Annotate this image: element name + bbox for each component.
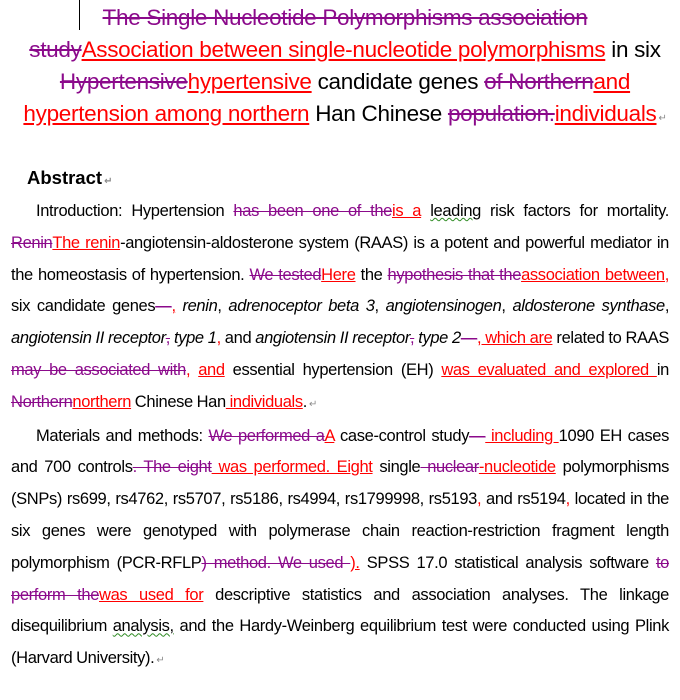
inserted-text: A [324,426,335,445]
italic-text: angiotensinogen [385,297,502,316]
text-run: single [372,458,421,477]
inserted-text: , [216,329,221,348]
text-run: Chinese Han [131,392,226,411]
text-run: , [374,297,386,316]
text-run: case-control study [334,426,470,445]
deleted-text: Northern [11,392,73,411]
text-run: polymorphisms (SNPs) rs699, rs4762, rs5707, rs5186, rs4994, rs1799998, rs5193 [11,458,669,509]
italic-text: renin [182,297,218,316]
text-run: , [501,297,513,316]
inserted-text: individuals [225,392,303,411]
deleted-text: , [165,329,170,348]
text-run: , [217,297,229,316]
inserted-text: was performed. Eight [211,458,373,477]
inserted-text: and [198,360,225,379]
text-run: located in the six genes were genotyped with polymerase chain reaction-restriction fragment length polymorphism (PCR-RFLP [11,490,669,572]
deleted-text: . The eight [132,458,212,477]
inserted-text: , which are [476,329,553,348]
paragraph-introduction[interactable] [11,196,669,421]
text-run: risk factors for mortality. [480,202,669,220]
text-run: descriptive statistics and association analyses. The linkage disequilibrium [11,585,669,636]
deleted-text: ) method. We used [201,553,351,572]
inserted-text: is a [392,202,422,220]
paragraph-materials-and-methods[interactable] [11,421,669,677]
italic-text: angiotensin II receptor [11,329,166,348]
deleted-text: population. [447,101,555,126]
deleted-text: Hypertensive [59,69,188,94]
inserted-text: association between, [521,265,669,284]
paragraph-mark-icon: ↵ [156,655,165,667]
inserted-text: , [186,360,191,379]
abstract-heading-text: Abstract [27,167,103,188]
text-run: . [302,392,308,411]
text-run: , [664,297,670,316]
document-title[interactable] [20,2,670,135]
inserted-text: individuals [554,101,657,126]
deleted-text: We performed a [208,426,325,445]
grammar-flagged-text: leading [430,202,481,220]
inserted-text: The renin [52,233,121,252]
deleted-text: — [460,329,477,348]
inserted-text: , [171,297,176,316]
text-run: essential hypertension (EH) [224,360,442,379]
deleted-text: — [469,426,486,445]
text-run: candidate genes [311,69,485,94]
abstract-body[interactable] [11,196,669,677]
inserted-text: -nucleotide [478,458,556,477]
text-run: in six [605,37,661,62]
abstract-heading [27,166,112,194]
italic-text: type 1 [169,329,217,348]
paragraph-mark-icon: ↵ [658,113,667,124]
inserted-text: ). [350,553,360,572]
deleted-text: , [410,329,415,348]
text-run: and [220,329,256,348]
inserted-text: and hypertension among northern [23,69,631,126]
text-run: and the Hardy-Weinberg equilibrium test were conducted using Plink (Harvard University). [11,617,669,668]
text-run: six candidate genes [11,297,156,316]
text-run: and rs5194 [481,490,566,509]
italic-text: aldosterone synthase [512,297,665,316]
inserted-text: was used for [99,585,204,604]
deleted-text: — [155,297,172,316]
deleted-text: to perform the [11,553,669,604]
inserted-text: Here [321,265,356,284]
inserted-text: , [565,490,570,509]
inserted-text: hypertensive [187,69,312,94]
text-run: SPSS 17.0 statistical analysis software [359,553,656,572]
text-run: in [656,360,669,379]
inserted-text: was evaluated and explored [441,360,657,379]
text-run: related to RAAS [552,329,669,348]
paragraph-mark-icon: ↵ [104,176,113,187]
grammar-flagged-text: analysis, [112,617,174,636]
text-run: Han Chinese [309,101,448,126]
text-run: 1090 EH cases and 700 controls [11,426,669,477]
inserted-text: Association between single-nucleotide polymorphisms [81,37,606,62]
deleted-text: has been one of the [233,202,392,220]
inserted-text: , [477,490,482,509]
inserted-text: northern [72,392,132,411]
italic-text: angiotensin II receptor [255,329,410,348]
text-run: -angiotensin-aldosterone system (RAAS) is a potent and powerful mediator in the homeostasis of hypertension. [11,233,669,284]
deleted-text: hypothesis that the [387,265,522,284]
deleted-text: nuclear [420,458,479,477]
deleted-text: Renin [11,233,53,252]
deleted-text: may be associated with [11,360,186,379]
text-run [190,361,198,379]
inserted-text: including [485,426,559,445]
deleted-text: We tested [249,265,322,284]
deleted-text: of Northern [484,69,594,94]
deleted-text: The Single Nucleotide Polymorphisms association study [29,5,588,62]
text-run [421,202,430,220]
text-run: Materials and methods: [36,426,209,445]
italic-text: type 2 [414,329,461,348]
paragraph-mark-icon: ↵ [309,398,318,410]
italic-text: adrenoceptor beta 3 [228,297,375,316]
text-run: the [355,265,388,284]
text-run: Introduction: Hypertension [36,202,234,220]
